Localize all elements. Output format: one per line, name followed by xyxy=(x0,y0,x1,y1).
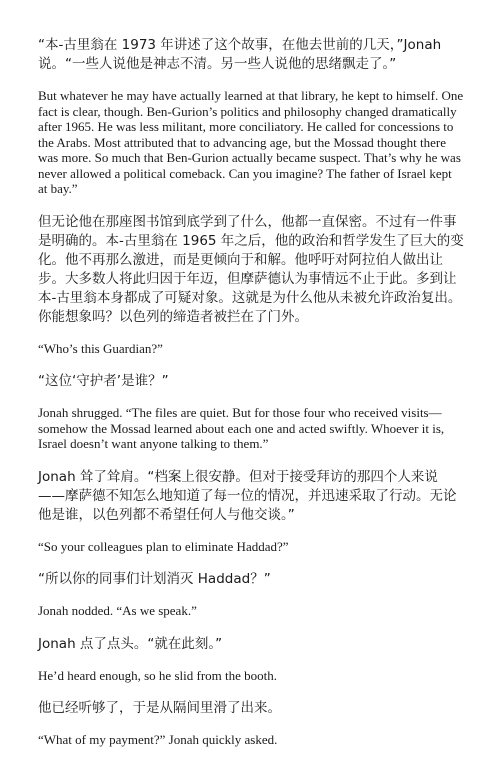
paragraph-en-3: Jonah shrugged. “The files are quiet. But for those four who received visits—somehow the Mossad learned about each one and acted swiftly. Whoever it is, Israel doesn’t want anyone talking to them.” xyxy=(38,405,445,451)
document-page xyxy=(38,36,464,764)
paragraph-en-5: Jonah nodded. “As we speak.” xyxy=(38,603,197,618)
paragraph-en-1: But whatever he may have actually learned at that library, he kept to himself. One fact is clear, though. Ben-Gurion’s politics and philosophy changed dramatically after 1965. He was less militant, more conciliatory. He called for concessions to the Arabs. Most attributed that to advancing age, but the Mossad thought there was more. So much that Ben-Gurion actually became suspect. That’s why he was never allowed a political comeback. Can you imagine? The father of Israel kept at bay.” xyxy=(38,88,464,196)
paragraph-en-4: “So your colleagues plan to eliminate Haddad?” xyxy=(38,538,289,554)
paragraph-zh-5: “所以你的同事们计划消灭 Haddad？” xyxy=(38,571,271,587)
paragraph-en-2: “Who’s this Guardian?” xyxy=(38,340,163,356)
paragraph-zh-4: Jonah 耸了耸肩。“档案上很安静。但对于接受拜访的那四个人来说——摩萨德不知怎么地知道了每一位的情况，并迅速采取了行动。无论他是谁，以色列都不希望任何人与他交谈。” xyxy=(38,468,457,523)
paragraph-zh-7: 他已经听够了，于是从隔间里滑了出来。 xyxy=(38,700,281,716)
paragraph-zh-2: 但无论他在那座图书馆到底学到了什么，他都一直保密。不过有一件事是明确的。本-古里翁在 1965 年之后，他的政治和哲学发生了巨大的变化。他不再那么激进，而是更倾向于和解。他呼吁对阿拉伯人做出让步。大多数人将此归因于年迈，但摩萨德认为事情远不止于此。多到让本-古里翁本身都成了可疑对象。这就是为什么他从未被允许政治复出。你能想象吗？以色列的缔造者被拦在了门外。 xyxy=(38,213,464,325)
paragraph-en-6: He’d heard enough, so he slid from the booth. xyxy=(38,667,278,683)
paragraph-zh-3: “这位‘守护者’是谁？” xyxy=(38,373,169,389)
paragraph-zh-6: Jonah 点了点头。“就在此刻。” xyxy=(38,635,223,652)
paragraph-zh-1: “本-古里翁在 1973 年讲述了这个故事，在他去世前的几天，”Jonah 说。“一些人说他是神志不清。另一些人说他的思绪飘走了。” xyxy=(38,37,442,72)
paragraph-en-7: “What of my payment?” Jonah quickly asked. xyxy=(38,732,278,747)
